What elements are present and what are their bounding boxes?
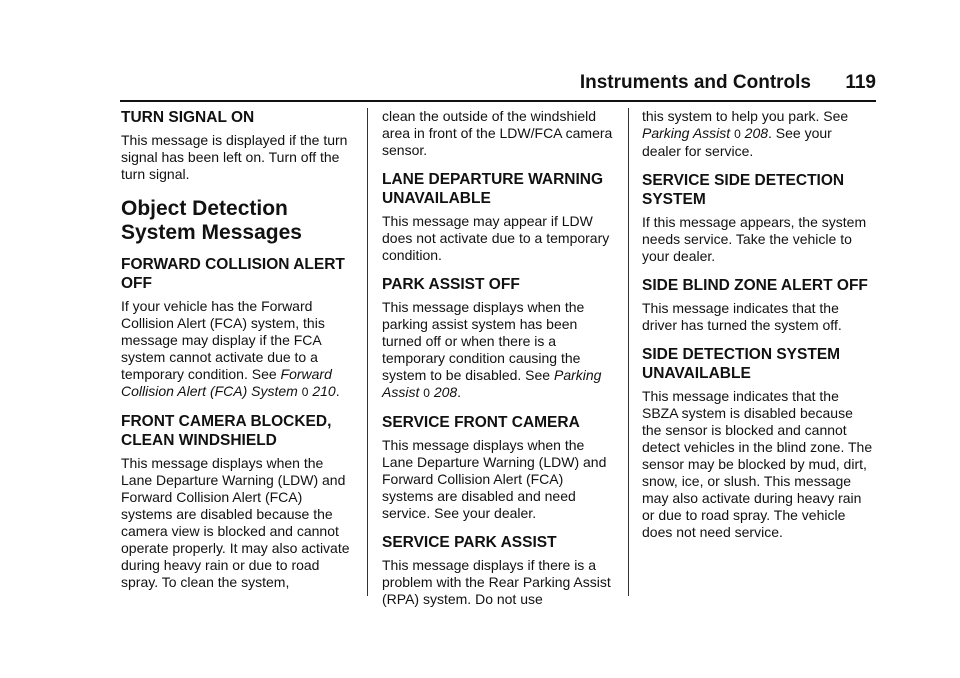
column-1 [121,108,353,602]
continued-text: clean the outside of the windshield area in front of the LDW/FCA camera sensor. [382,108,613,158]
section-text: This message indicates that the SBZA system is disabled because the sensor is blocked and cannot detect vehicles in the blind zone. The sensor may be blocked by mud, dirt, snow, ice, or slush. This message may also activate during heavy rain or due to road spray. The vehicle does not need service. [642,388,873,540]
section-heading: PARK ASSIST OFF [382,276,520,293]
section-heading: LANE DEPARTURE WARNING UNAVAILABLE [382,171,604,207]
main-section-heading: Object Detection System Messages [121,197,302,244]
page-reference-arrow-icon: 0 [734,127,741,141]
section-heading: SERVICE SIDE DETECTION SYSTEM [642,172,845,208]
chapter-title: Instruments and Controls [579,72,811,93]
page-number: 119 [845,72,876,93]
section-heading: SIDE BLIND ZONE ALERT OFF [642,277,868,294]
section-text: This message displays when the parking assist system has been turned off or when there is a temporary condition causing the system to be disabled. See Parking Assist 0 208. [382,299,602,400]
cross-reference-link[interactable]: Parking Assist 0 208 [382,367,602,400]
page-header [120,70,876,102]
column-3 [642,108,874,552]
section-heading: FRONT CAMERA BLOCKED, CLEAN WINDSHIELD [121,413,332,449]
cross-reference-link[interactable]: Forward Collision Alert (FCA) System 0 210 [121,366,336,399]
section-text: If this message appears, the system needs service. Take the vehicle to your dealer. [642,214,867,264]
section-text: This message indicates that the driver has turned the system off. [642,300,842,333]
section-heading: TURN SIGNAL ON [121,109,255,126]
section-text: This message may appear if LDW does not activate due to a temporary condition. [382,213,610,263]
section-heading: SERVICE PARK ASSIST [382,534,557,551]
section-text: This message is displayed if the turn signal has been left on. Turn off the turn signal. [121,132,348,182]
column-divider [628,108,629,596]
section-heading: SIDE DETECTION SYSTEM UNAVAILABLE [642,346,841,382]
section-text: If your vehicle has the Forward Collision Alert (FCA) system, this message may display if the FCA system cannot activate due to a temporary condition. See Forward Collision Alert (FCA) System 0 210. [121,298,340,399]
column-divider [367,108,368,596]
column-2 [382,108,614,619]
section-heading: SERVICE FRONT CAMERA [382,414,580,431]
section-text: This message displays if there is a problem with the Rear Parking Assist (RPA) system. Do not use [382,557,611,607]
continued-text: this system to help you park. See Parking Assist 0 208. See your dealer for service. [642,108,849,159]
page-reference-arrow-icon: 0 [423,386,430,400]
page-reference-arrow-icon: 0 [301,385,309,399]
section-heading: FORWARD COLLISION ALERT OFF [121,256,345,292]
cross-reference-link[interactable]: Parking Assist 0 208 [642,125,769,141]
section-text: This message displays when the Lane Departure Warning (LDW) and Forward Collision Alert (FCA) systems are disabled because the camera view is blocked and cannot operate properly. It may also activate during heavy rain or due to road spray. To clean the system, [121,455,350,590]
section-text: This message displays when the Lane Departure Warning (LDW) and Forward Collision Alert (FCA) systems are disabled and need service. See your dealer. [382,437,607,521]
